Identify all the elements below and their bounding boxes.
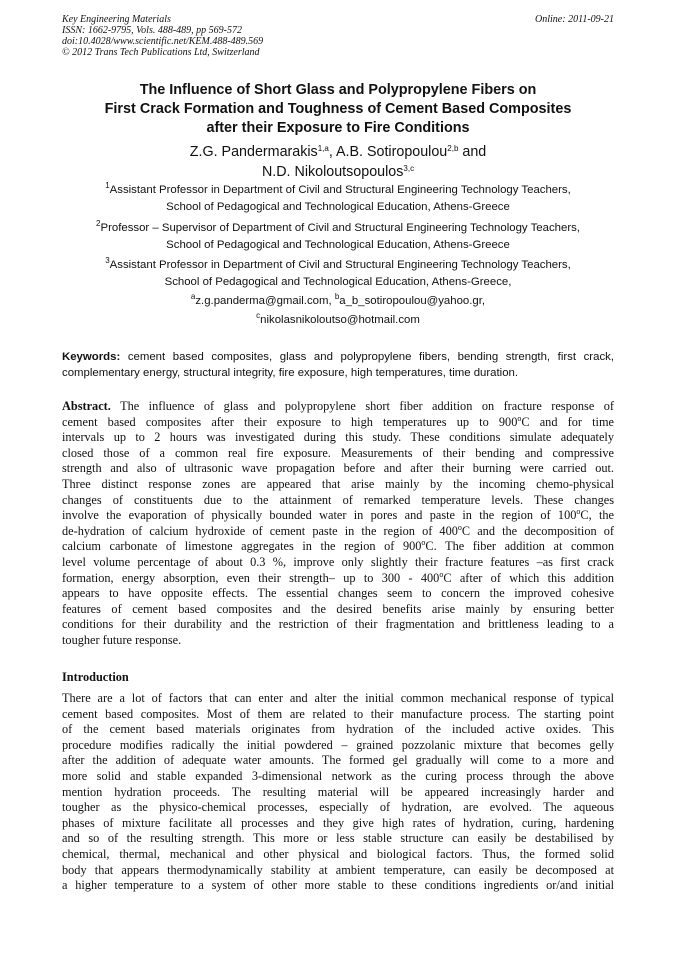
abstract-line: C, the <box>580 508 615 523</box>
abstract <box>62 399 614 649</box>
abstract-line: C and the decomposition of <box>461 523 615 538</box>
affiliation <box>62 182 614 216</box>
abstract-label: Abstract. <box>62 399 111 413</box>
introduction-body <box>62 691 614 894</box>
paper-title <box>62 81 614 138</box>
author-name: N.D. Nikoloutsopoulos <box>261 164 404 180</box>
abstract-line: appears to have opposite effects. The essential changes seem to concern the improved cohesive <box>62 586 614 601</box>
body-line: procedure modifies radically the initial powdered – grained pozzolanic mixture that becomes gelly <box>62 737 614 752</box>
email-address[interactable]: nikolasnikoloutso@hotmail.com <box>260 314 420 326</box>
email-mark: a <box>190 292 196 301</box>
abstract-line: C after of which this addition <box>443 570 615 585</box>
email-mark: c <box>256 311 261 320</box>
body-line: cement based composites. Most of them are related to their manufacture process. The starting point <box>62 706 614 721</box>
abstract-line: de-hydration of calcium hydroxide of cement paste in the region of 400 <box>62 523 458 538</box>
title-line: First Crack Formation and Toughness of Cement Based Composites <box>104 101 572 117</box>
abstract-line: conditions for their durability and the restriction of their fragmentation and brittleness leading to a <box>62 617 614 632</box>
affiliation-mark: 2 <box>96 219 101 228</box>
affiliation-line: School of Pedagogical and Technological Education, Athens-Greece <box>166 239 510 251</box>
abstract-line: strength and also of ultrasonic wave propagation before and after their burning were carried out. <box>62 461 614 476</box>
abstract-line: C and for time <box>521 414 614 429</box>
online-date: Online: 2011-09-21 <box>535 14 614 25</box>
abstract-line: changes of constituents due to the attainment of remarked temperature levels. These changes <box>62 492 614 507</box>
abstract-line: calcium carbonate of limestone aggregates in the region of 900 <box>62 539 422 554</box>
body-line: after the addition of adequate water amounts. The formed gel gradually will come to a more and <box>62 753 614 768</box>
affiliation-line: Assistant Professor in Department of Civil and Structural Engineering Technology Teachers, <box>109 259 571 271</box>
keywords <box>62 349 614 381</box>
journal-issn: ISSN: 1662-9795, Vols. 488-489, pp 569-572 <box>62 25 242 36</box>
abstract-line: cement based composites after their exposure to high temperatures up to 900 <box>62 414 518 429</box>
degree-mark: o <box>421 538 426 548</box>
affiliation <box>62 220 614 254</box>
abstract-line: level volume percentage of about 0.3 %, improve only slightly their fracture features –as first crack <box>62 554 614 569</box>
journal-doi: doi:10.4028/www.scientific.net/KEM.488-489.569 <box>62 36 264 47</box>
keywords-label: Keywords: <box>62 351 121 363</box>
author-affiliation-mark: 1,a <box>317 144 329 153</box>
section-heading-introduction: Introduction <box>62 670 129 684</box>
affiliation-line: Professor – Supervisor of Department of Civil and Structural Engineering Technology Teachers, <box>100 222 580 234</box>
abstract-line: C. The fiber addition at common <box>425 539 615 554</box>
author-name: Z.G. Pandermarakis <box>189 144 318 160</box>
author-name: A.B. Sotiropoulou <box>335 144 448 160</box>
journal-header <box>62 14 614 58</box>
degree-mark: o <box>576 507 581 517</box>
body-line: tougher as the physico-chemical processes, especially of hydration, are evolved. The aqueous <box>62 800 614 815</box>
body-line: There are a lot of factors that can enter and alter the initial common mechanical response of typical <box>62 691 614 705</box>
body-line: phases of mixture facilitate all processes and they give high rates of hydration, curing, hardening <box>62 815 614 830</box>
author-and: and <box>458 144 487 160</box>
degree-mark: o <box>457 522 462 532</box>
affiliation-line: Assistant Professor in Department of Civil and Structural Engineering Technology Teachers, <box>109 184 571 196</box>
title-line: The Influence of Short Glass and Polypropylene Fibers on <box>139 82 537 98</box>
abstract-line: closed those of a common real fire exposure. Measurements of their bending and compressive <box>62 445 614 460</box>
body-line: and so of the resulting strength. This more or less stable structure can easily be destabilised by <box>62 831 614 846</box>
abstract-line: tougher future response. <box>62 632 182 647</box>
keywords-text: cement based composites, glass and polypropylene fibers, bending strength, first crack, complementary energy, structural integrity, fire exposure, high temperatures, time duration. <box>62 351 614 379</box>
body-line: more solid and stable expanded 3-dimensional network as the curing process through the above <box>62 768 614 783</box>
author-list <box>62 142 614 182</box>
journal-name: Key Engineering Materials <box>62 14 171 25</box>
email-address[interactable]: z.g.panderma@gmail.com, <box>195 295 335 307</box>
abstract-line: The influence of glass and polypropylene short fiber addition on fracture response of <box>110 399 614 413</box>
affiliation <box>62 257 614 291</box>
body-line: mention hydration proceeds. The resulting material will be appeared increasingly harder and <box>62 784 614 799</box>
author-separator: , <box>328 144 336 160</box>
author-affiliation-mark: 3,c <box>403 164 415 173</box>
affiliation-mark: 3 <box>105 256 110 265</box>
abstract-line: Three distinct response zones are appeared that arise mainly by the incoming chemo-physical <box>62 476 614 491</box>
affiliation-line: School of Pedagogical and Technological Education, Athens-Greece <box>166 201 510 213</box>
affiliation-line: School of Pedagogical and Technological Education, Athens-Greece, <box>164 276 512 288</box>
degree-mark: o <box>517 413 522 423</box>
body-line: a higher temperature to a system of other more stable to these conditions ingredients or/and initial <box>62 878 614 893</box>
affiliation-mark: 1 <box>105 181 110 190</box>
author-affiliation-mark: 2,b <box>447 144 459 153</box>
author-emails <box>62 292 614 330</box>
body-line: chemical, thermal, mechanical and other physical and biological factors. Thus, the formed solid <box>62 846 614 861</box>
abstract-line: intervals up to 2 hours was investigated during this study. These conditions simulate adequately <box>62 430 614 445</box>
abstract-line: features of cement based composites and the desired benefits arise mainly by ensuring better <box>62 601 614 616</box>
email-mark: b <box>334 292 340 301</box>
body-line: of the cement based materials originates from hydration of the included active oxides. This <box>62 722 614 737</box>
journal-copyright: © 2012 Trans Tech Publications Ltd, Switzerland <box>62 47 260 58</box>
degree-mark: o <box>439 569 444 579</box>
abstract-line: involve the evaporation of physically bounded water in pores and paste in the region of 100 <box>62 508 577 523</box>
title-line: after their Exposure to Fire Conditions <box>206 120 470 136</box>
abstract-line: formation, energy absorption, even their strength– up to 300 - 400 <box>62 570 440 585</box>
body-line: body that appears thermodynamically stability at ambient temperature, can easily be decomposed at <box>62 862 614 877</box>
email-address[interactable]: a_b_sotiropoulou@yahoo.gr, <box>339 295 486 307</box>
